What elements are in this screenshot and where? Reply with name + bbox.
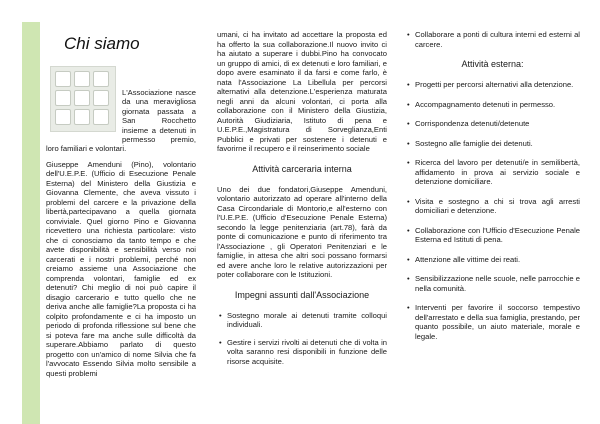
heading-attivita-interna: Attività carceraria interna [252,163,352,174]
top-list [405,30,580,49]
list-item: • Collaborazione con l'Ufficio d'Esecuzione Penale Esterna ed Istituti di pena. [415,226,580,245]
list-item: • Attenzione alle vittime dei reati. [415,255,580,265]
list-item: • Collaborare a ponti di cultura interni ed esterni al carcere. [415,30,580,49]
green-accent-bar [22,22,40,424]
list-item: • Visita e sostegno a chi si trova agli arresti domiciliari e detenzione. [415,197,580,216]
attivita-esterna-list [405,80,580,341]
heading-impegni: Impegni assunti dall'Associazione [234,289,370,300]
heading-attivita-esterna: Attività esterna: [461,59,524,69]
intro-block [46,66,196,154]
intro-text: L'Associazione nasce da una meravigliosa giornata passata a San Rocchetto insieme a detenuti in permesso premio, loro familiari e volontari. [46,88,196,154]
list-item: • Sensibilizzazione nelle scuole, nelle parrocchie e nella comunità. [415,274,580,293]
list-item: • Sostegno alle famiglie dei detenuti. [415,139,580,149]
column-chi-siamo [46,30,196,378]
body-text-continued: umani, ci ha invitato ad accettare la proposta ed ha offerto la sua collaborazione.Il nuovo invito ci ha aiutato a superare i dubbi.Pino ha convocato un gruppo di amici, di ex detenuti e loro familiari, e dopo avere esaminato il da farsi e come farlo, è nata l'Associazione La Libellula per percorsi alternativi alla detenzione.L'esperienza maturata negli anni da alcuni volontari, ci porta alla collaborazione con il Ministero della Giustizia, Autorità Giudiziaria, Istituto di pena e U.E.P.E.,Magistratura di Sorveglianza,Enti Pubblici e privati per sostenere i detenuti e favorirne il recupero e il reinserimento sociale [217,30,387,153]
body-text: Giuseppe Amenduni (Pino), volontario dell'U.E.P.E. (Ufficio di Esecuzione Penale Esterna) del Ministero della Giustizia e Giovanna Clemente, che aveva vissuto i problemi del carcere e la privazione della libertà,partecipavano a quella giornata conviviale. Quel giorno Pino e Giovanna ricevettero una richiesta particolare: visto che ci conosciamo da tanto tempo e che avete disponibilità e sensibilità verso noi carcerati e i nostri problemi, perché non creiamo assieme una Associazione che comprenda volontari, famiglie ed ex detenuti? Chi meglio di noi può capire il disagio carcerario e tutto quello che ne deriva anche alle famiglie?La proposta ci ha colpito profondamente e ci ha imposto un periodo di profonda riflessione sul bene che si poteva fare ma anche sulle difficoltà da superare.Abbiamo parlato di questo progetto con un'amico di nome Silvia che fa l'avvocato Essendo Silvia molto sensibile a questi problemi [46,159,196,378]
column-middle [217,30,387,374]
list-item: • Sostegno morale ai detenuti tramite colloqui individuali. [227,311,387,330]
list-item: • Corrispondenza detenuti/detenute [415,119,580,129]
column-right [405,30,580,351]
list-item: • Interventi per favorire il soccorso tempestivo dell'arrestato e della sua famiglia, prestando, per quanto possibile, un aiuto materiale, morale e legale. [415,303,580,341]
list-item: • Progetti per percorsi alternativi alla detenzione. [415,80,580,90]
section-title: Chi siamo [64,34,140,53]
body-text-attivita-interna: Uno dei due fondatori,Giuseppe Amenduni, volontario autorizzato ad operare all'interno della Casa Circondariale di Montorio,e all'esterno con l'U.E.P.E. (Ufficio d'Esecuzione Penale Esterna) secondo la legge penitenziaria (art.78), farà da ponte di comunicazione e punto di riferimento tra l'Associazione , gli Operatori Penitenziari e le famiglie, in attesa che altri soci possano formarsi ed avere anche loro le relative autorizzazioni per poter collaborare con le Istituzioni. [217,184,387,279]
list-item: • Gestire i servizi rivolti ai detenuti che di volta in volta saranno resi disponibili in funzione delle risorse acquisite. [227,338,387,367]
association-logo-image [50,66,116,132]
impegni-list [217,311,387,367]
list-item: • Ricerca del lavoro per detenuti/e in semilibertà, affidamento in prova ai servizio sociale e detenzione domiciliare. [415,158,580,187]
list-item: • Accompagnamento detenuti in permesso. [415,100,580,110]
